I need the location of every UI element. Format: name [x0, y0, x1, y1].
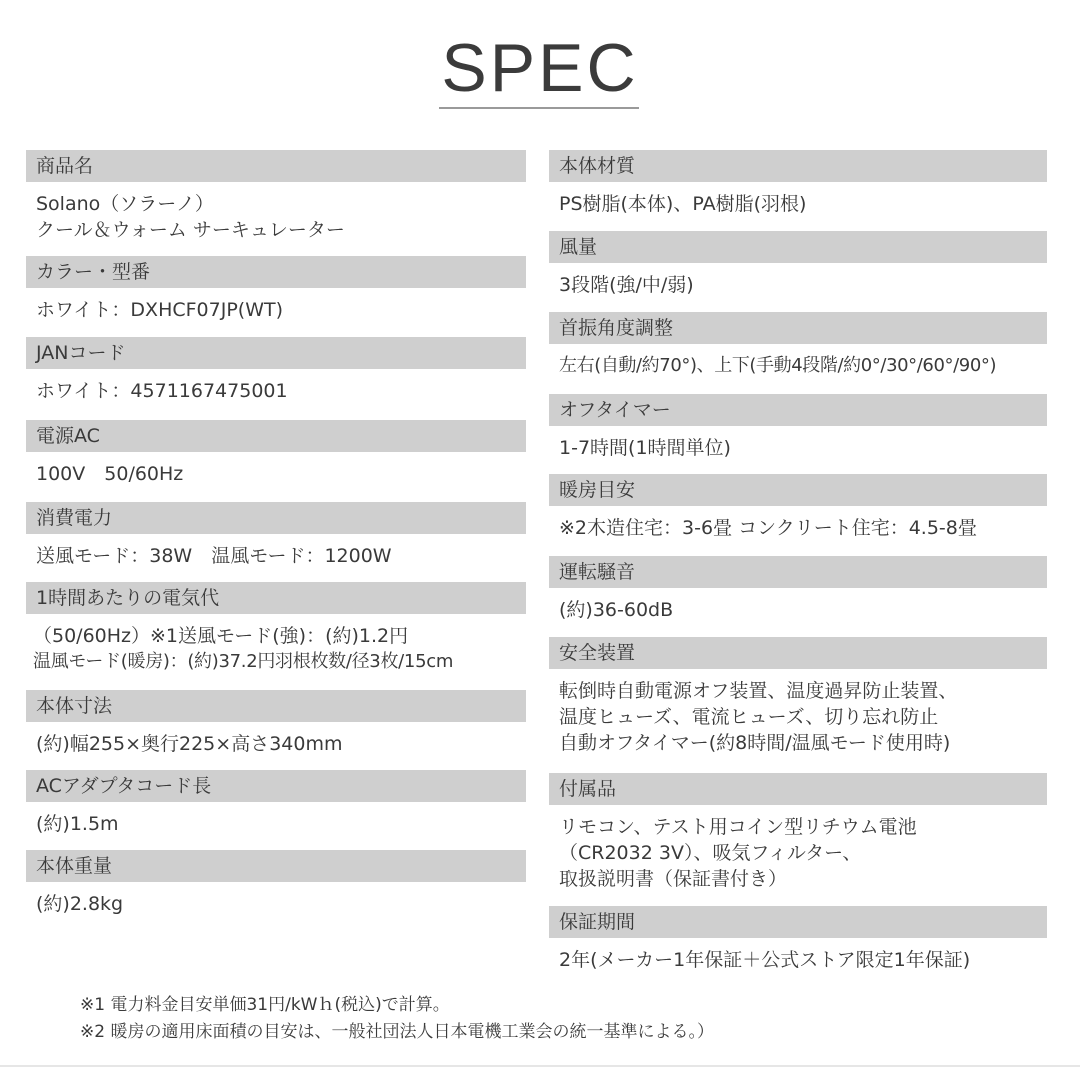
spec-value [26, 534, 526, 569]
spec-label: オフタイマー [549, 394, 1047, 426]
spec-power-source [26, 420, 526, 502]
spec-value-line: 1-7時間(1時間単位) [559, 437, 731, 459]
spec-label: カラー・型番 [26, 256, 526, 288]
spec-noise [549, 556, 1047, 637]
spec-label: 電源AC [26, 420, 526, 452]
spec-value-line: 左右(自動/約70°)、上下(手動4段階/約0°/30°/60°/90°) [559, 355, 997, 376]
spec-value-line: 3段階(強/中/弱) [559, 274, 694, 296]
footnote-1: ※1 電力料金目安単価31円/kWｈ(税込)で計算。 [80, 995, 450, 1015]
spec-label: 風量 [549, 231, 1047, 263]
spec-label: 本体寸法 [26, 690, 526, 722]
spec-value-line: ※2木造住宅：3-6畳 コンクリート住宅：4.5-8畳 [559, 517, 977, 539]
spec-value [549, 805, 1047, 892]
spec-value-line: 自動オフタイマー(約8時間/温風モード使用時) [559, 732, 951, 754]
spec-value-line: （50/60Hz）※1送風モード(強)：(約)1.2円 [33, 625, 409, 647]
spec-value-line: （CR2032 3V）、吸気フィルター、 [559, 842, 862, 864]
spec-label: 暖房目安 [549, 474, 1047, 506]
spec-value [26, 722, 526, 757]
spec-value-line: 温度ヒューズ、電流ヒューズ、切り忘れ防止 [559, 706, 939, 728]
spec-dimensions [26, 690, 526, 770]
spec-value [549, 669, 1047, 756]
spec-value-line: ホワイト：DXHCF07JP(WT) [36, 299, 284, 321]
spec-value-line: (約)幅255×奥行225×高さ340mm [36, 733, 343, 755]
spec-value [549, 426, 1047, 461]
spec-cord-length [26, 770, 526, 850]
spec-value [549, 938, 1047, 973]
spec-accessories [549, 773, 1047, 906]
spec-column-left [26, 150, 526, 930]
spec-value [549, 344, 1047, 379]
spec-label: 保証期間 [549, 906, 1047, 938]
spec-value-line: 100V 50/60Hz [36, 463, 184, 485]
spec-value-line: リモコン、テスト用コイン型リチウム電池 [559, 816, 917, 838]
footnote-2: ※2 暖房の適用床面積の目安は、一般社団法人日本電機工業会の統一基準による。） [80, 1022, 714, 1042]
spec-value-line: 取扱説明書（保証書付き） [559, 868, 788, 890]
spec-value [26, 182, 526, 243]
spec-label: 1時間あたりの電気代 [26, 582, 526, 614]
spec-value-line: PS樹脂(本体)、PA樹脂(羽根) [559, 193, 807, 215]
spec-label: 商品名 [26, 150, 526, 182]
spec-value-line: 温風モード(暖房)：(約)37.2円羽根枚数/径3枚/15cm [33, 651, 454, 672]
spec-airflow [549, 231, 1047, 312]
spec-electricity-cost [26, 582, 526, 690]
spec-power-consumption [26, 502, 526, 582]
spec-product-name [26, 150, 526, 256]
spec-label: 本体重量 [26, 850, 526, 882]
spec-value [26, 452, 526, 487]
spec-value-line: Solano（ソラーノ） [36, 193, 214, 215]
spec-jan-code [26, 337, 526, 420]
spec-label: ACアダプタコード長 [26, 770, 526, 802]
spec-material [549, 150, 1047, 231]
spec-value [26, 614, 526, 675]
spec-value [26, 369, 526, 404]
spec-value [26, 288, 526, 323]
spec-color-model [26, 256, 526, 337]
spec-warranty [549, 906, 1047, 986]
spec-label: 本体材質 [549, 150, 1047, 182]
spec-heating-area [549, 474, 1047, 556]
spec-value-line: (約)2.8kg [36, 893, 124, 915]
spec-value [549, 182, 1047, 217]
page-title: SPEC [441, 30, 639, 106]
spec-value [26, 802, 526, 837]
spec-label: 首振角度調整 [549, 312, 1047, 344]
spec-value-line: (約)36-60dB [559, 599, 674, 621]
spec-label: 運転騒音 [549, 556, 1047, 588]
spec-value-line: 転倒時自動電源オフ装置、温度過昇防止装置、 [559, 680, 958, 702]
spec-oscillation [549, 312, 1047, 394]
spec-weight [26, 850, 526, 930]
spec-value-line: クール＆ウォーム サーキュレーター [36, 219, 345, 241]
spec-value-line: (約)1.5m [36, 813, 119, 835]
footnotes [80, 992, 714, 1046]
title-underline [439, 107, 639, 109]
spec-value [549, 588, 1047, 623]
spec-column-right [549, 150, 1047, 986]
spec-label: JANコード [26, 337, 526, 369]
spec-safety [549, 637, 1047, 773]
spec-value-line: ホワイト：4571167475001 [36, 380, 288, 402]
spec-value-line: 送風モード：38W 温風モード：1200W [36, 545, 392, 567]
spec-label: 付属品 [549, 773, 1047, 805]
spec-label: 消費電力 [26, 502, 526, 534]
spec-value [549, 506, 1047, 541]
spec-off-timer [549, 394, 1047, 474]
spec-value [26, 882, 526, 917]
spec-label: 安全装置 [549, 637, 1047, 669]
spec-value [549, 263, 1047, 298]
spec-value-line: 2年(メーカー1年保証＋公式ストア限定1年保証) [559, 949, 971, 971]
